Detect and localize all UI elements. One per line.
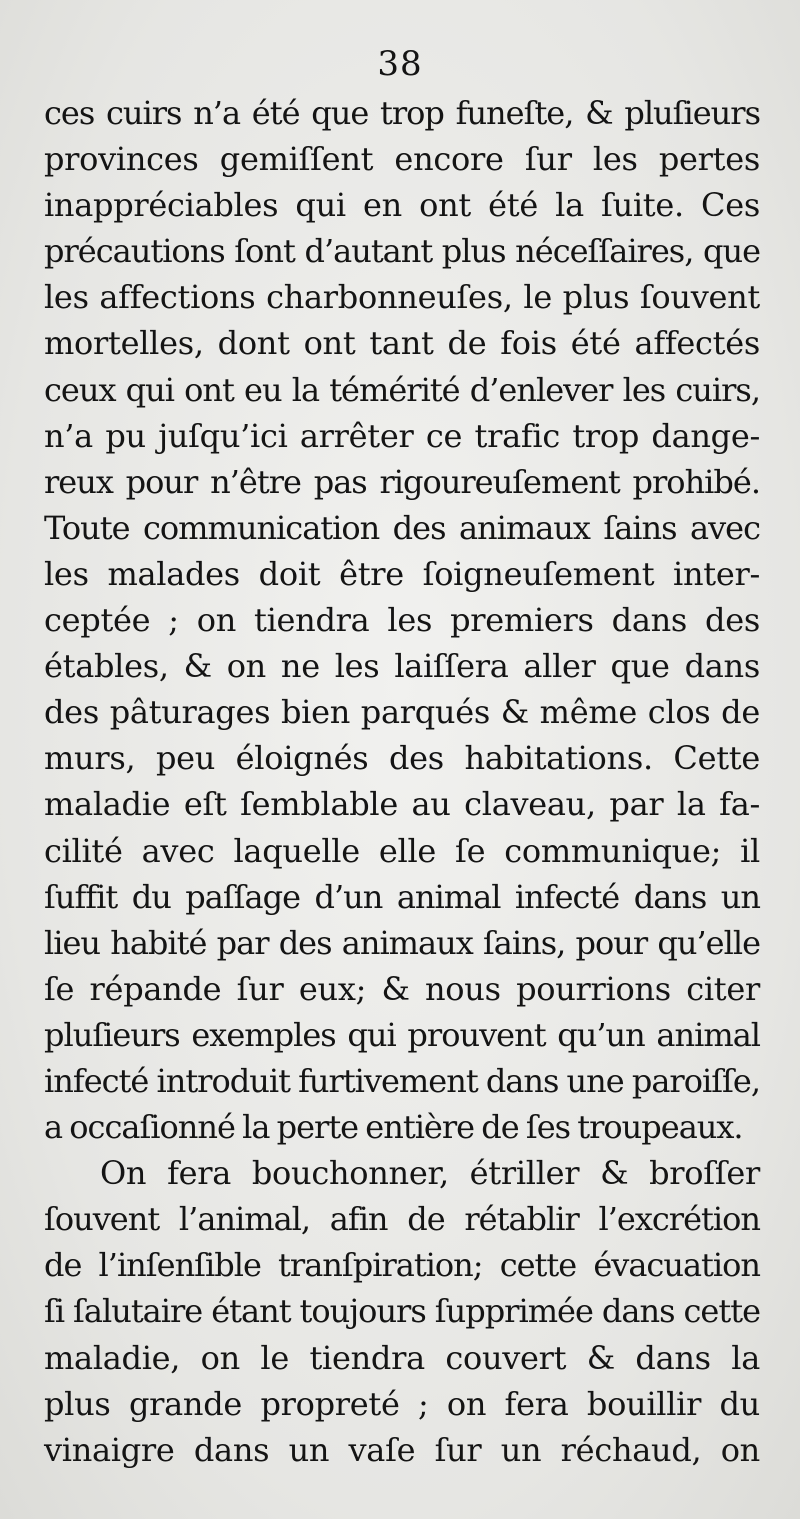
text-line: ſouvent l’animal, afin de rétablir l’excrétion (44, 1200, 760, 1239)
text-line: mortelles, dont ont tant de fois été affectés (44, 324, 760, 363)
text-line: précautions ſont d’autant plus néceſſaires, que (44, 232, 760, 271)
text-line: reux pour n’être pas rigoureuſement prohibé. (44, 462, 760, 501)
text-line: les malades doit être ſoigneuſement inter- (44, 554, 760, 593)
text-line: ſuffit du paſſage d’un animal infecté dans un (44, 877, 760, 916)
text-line: vinaigre dans un vaſe ſur un réchaud, on (44, 1430, 760, 1469)
text-line: cilité avec laquelle elle ſe communique; il (44, 831, 760, 870)
text-line: ceux qui ont eu la témérité d’enlever les cuirs, (44, 370, 760, 409)
text-line: ces cuirs n’a été que trop funeſte, & pluſieurs (44, 94, 760, 132)
text-line: a occaſionné la perte entière de ſes troupeaux. (44, 1108, 743, 1147)
text-line: maladie, on le tiendra couvert & dans la (44, 1338, 760, 1377)
body-text (44, 90, 760, 1473)
text-line: murs, peu éloignés des habitations. Cette (44, 739, 760, 778)
text-line: Toute communication des animaux ſains avec (44, 508, 760, 547)
text-line: pluſieurs exemples qui prouvent qu’un animal (44, 1015, 760, 1054)
text-line: étables, & on ne les laiſſera aller que dans (44, 647, 760, 686)
text-line: lieu habité par des animaux ſains, pour qu’elle (44, 923, 760, 962)
text-line: provinces gemiſſent encore ſur les pertes (44, 140, 760, 179)
text-line: ceptée ; on tiendra les premiers dans des (44, 601, 760, 640)
text-line: ſe répande ſur eux; & nous pourrions citer (44, 969, 760, 1008)
text-line: de l’inſenſible tranſpiration; cette évacuation (44, 1246, 760, 1285)
text-line: On fera bouchonner, étriller & broſſer (100, 1154, 760, 1193)
page-number: 38 (377, 44, 423, 84)
text-line: les affections charbonneuſes, le plus ſouvent (44, 278, 760, 317)
text-line: infecté introduit furtivement dans une paroiſſe, (44, 1061, 760, 1100)
text-line: n’a pu juſqu’ici arrêter ce trafic trop dange- (44, 416, 760, 455)
text-line: maladie eſt ſemblable au claveau, par la fa- (44, 785, 760, 824)
text-line: inappréciables qui en ont été la ſuite. Ces (44, 186, 760, 225)
text-line: plus grande propreté ; on fera bouillir du (44, 1384, 760, 1423)
text-line: des pâturages bien parqués & même clos de (44, 693, 760, 732)
text-line: ſi ſalutaire étant toujours ſupprimée dans cette (44, 1292, 760, 1331)
